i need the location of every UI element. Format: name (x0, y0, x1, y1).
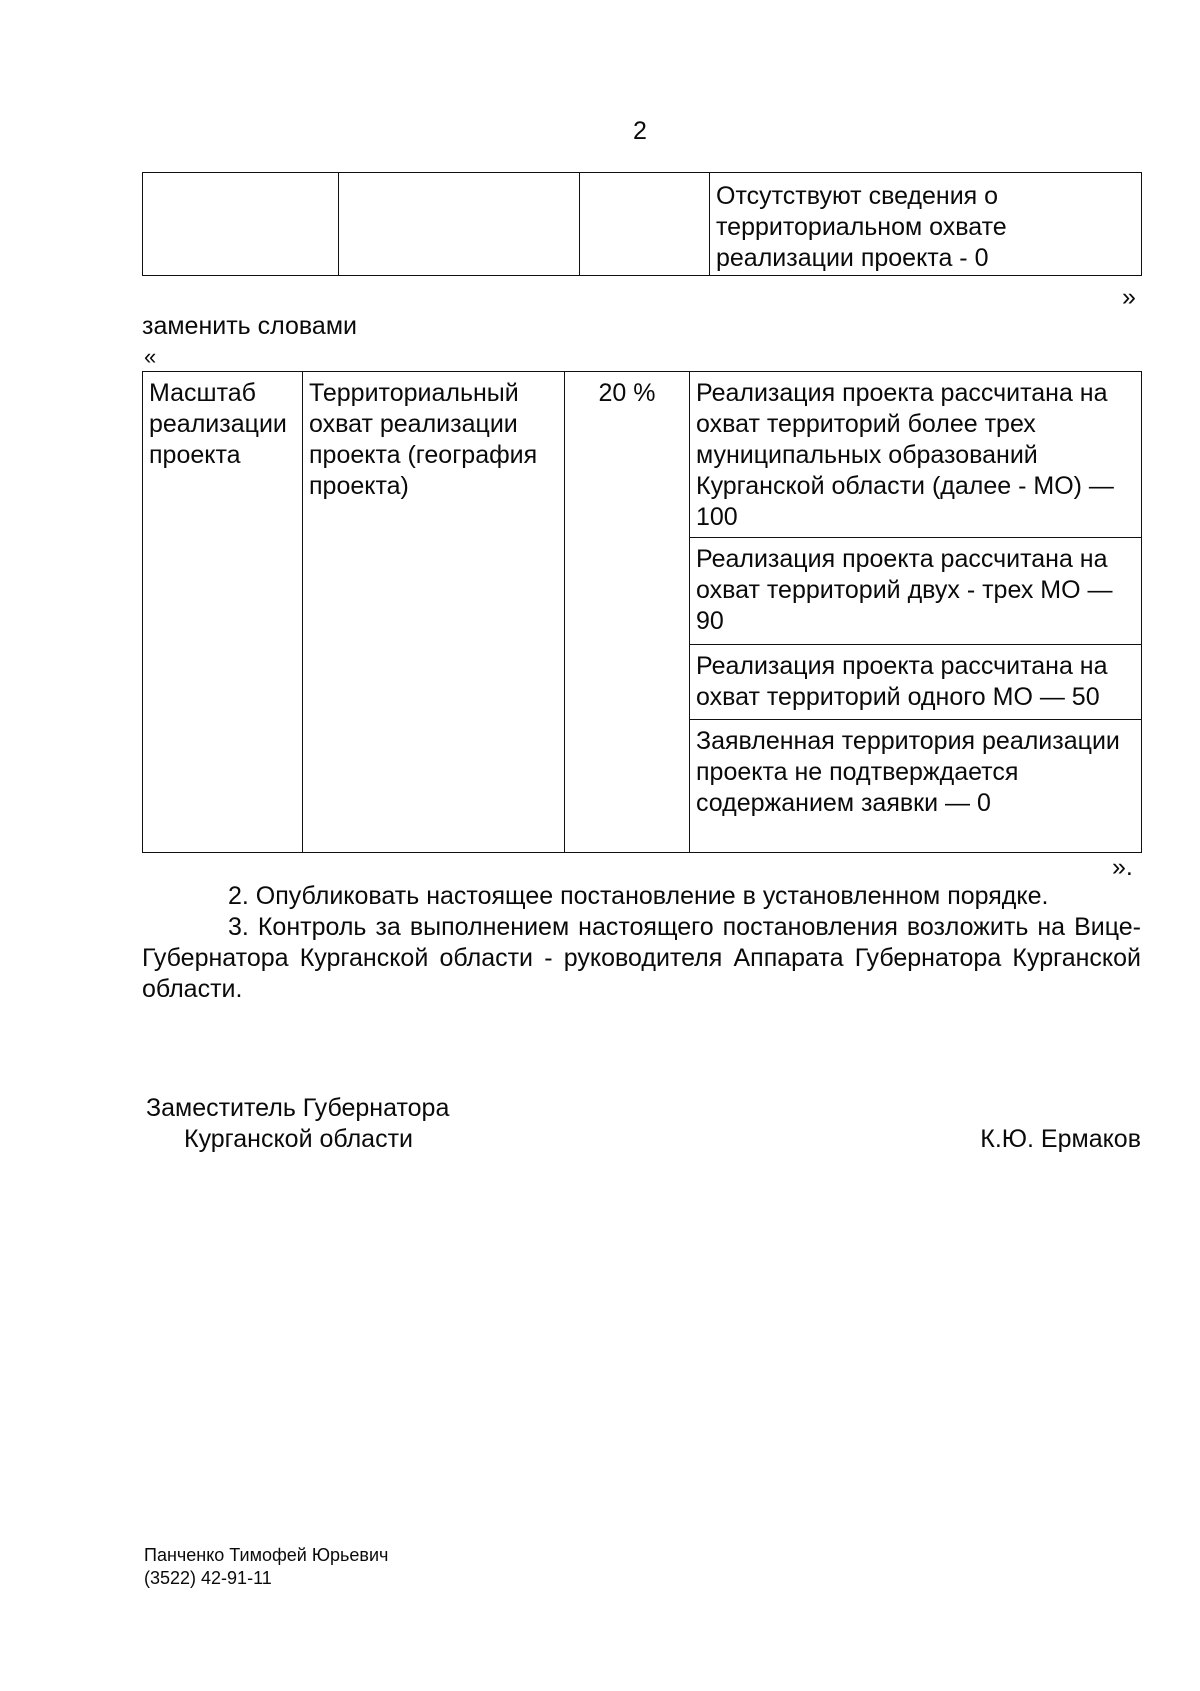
score-option-text: Реализация проекта рассчитана на охват территорий одного МО — 50 (696, 652, 1108, 711)
signer-name: К.Ю. Ермаков (980, 1125, 1141, 1153)
score-option-text: Заявленная территория реализации проекта не подтверждается содержанием заявки — 0 (696, 727, 1120, 817)
opening-quote: « (144, 344, 157, 369)
page-number: 2 (633, 117, 647, 145)
score-option-text: Реализация проекта рассчитана на охват территорий более трех муниципальных образований Курганской области (далее - МО) — 100 (696, 379, 1114, 531)
criterion-cell (143, 372, 303, 853)
option-cell (690, 538, 1142, 645)
table-row (143, 173, 1142, 276)
decree-item-3: 3. Контроль за выполнением настоящего постановления возложить на Вице-Губернатора Курганской области - руководителя Аппарата Губернатора Курганской области. (142, 913, 1141, 1003)
signer-title-line2: Курганской области (184, 1125, 414, 1153)
decree-item-2: 2. Опубликовать настоящее постановление в установленном порядке. (228, 882, 1049, 910)
original-criteria-table (142, 172, 1142, 276)
option-cell (690, 645, 1142, 720)
closing-quote: » (1122, 283, 1136, 311)
weight-text: 20 % (598, 379, 656, 407)
table-cell (339, 173, 580, 276)
score-option-text: Реализация проекта рассчитана на охват территорий двух - трех МО — 90 (696, 545, 1113, 635)
signer-title-line1: Заместитель Губернатора (146, 1094, 450, 1122)
closing-quote-with-period: ». (1112, 853, 1133, 881)
replace-with-label: заменить словами (142, 312, 357, 340)
weight-cell (565, 372, 690, 853)
table-cell (143, 173, 339, 276)
indicator-text: Территориальный охват реализации проекта (география проекта) (309, 379, 538, 500)
option-cell (690, 372, 1142, 538)
option-cell (690, 720, 1142, 853)
criterion-text: Масштаб реализации проекта (149, 379, 287, 469)
table-row (143, 372, 1142, 538)
score-option-text: Отсутствуют сведения о территориальном охвате реализации проекта - 0 (716, 182, 1007, 272)
executor-name: Панченко Тимофей Юрьевич (144, 1545, 389, 1565)
replacement-criteria-table (142, 371, 1142, 853)
executor-phone: (3522) 42-91-11 (144, 1568, 272, 1588)
table-cell (710, 173, 1142, 276)
table-cell (580, 173, 710, 276)
indicator-cell (303, 372, 565, 853)
